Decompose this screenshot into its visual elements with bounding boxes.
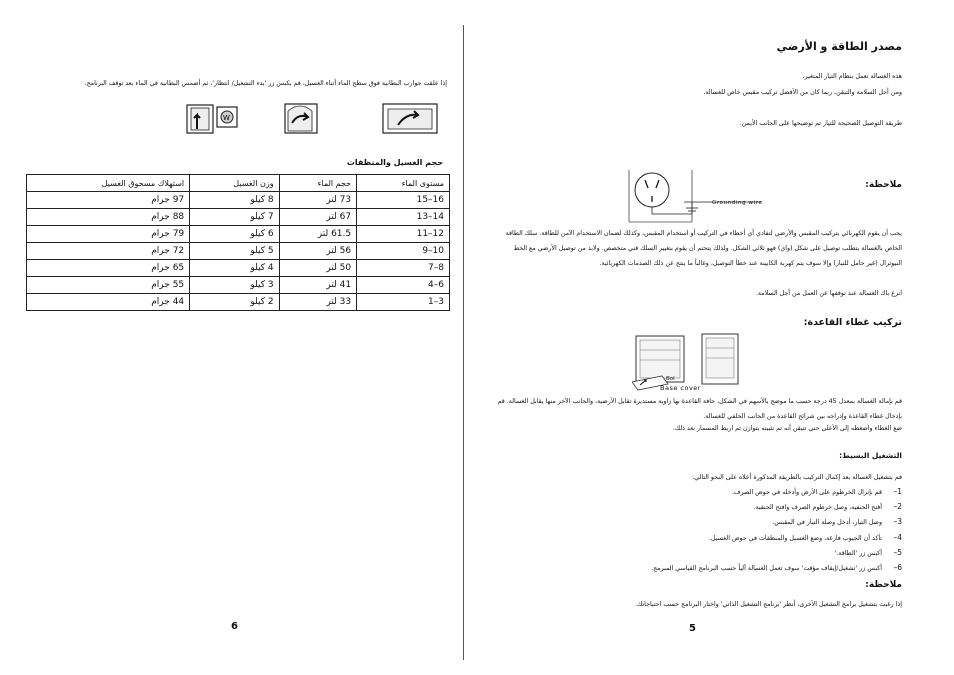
cell-water-level: 12–11 [357, 226, 450, 243]
simple-operation-title: التشغيل البسيط: [839, 451, 902, 460]
header-water-volume: حجم الماء [279, 175, 357, 192]
power-line-1: هذه الغسالة تعمل بنظام التيار المتغير، [802, 73, 902, 80]
step-text: وصل التيار، أدخل وصلة التيار في المقبس. [772, 519, 882, 527]
cell-laundry-weight: 8 كيلو [190, 192, 279, 209]
step-text: أفتح الحنفية، وصل خرطوم الصرف وافتح الحنفية. [753, 504, 882, 512]
cell-detergent: 44 جرام [27, 294, 190, 311]
cell-water-volume: 33 لتر [279, 294, 357, 311]
simple-operation-intro: قم بتشغيل الغسالة بعد إكمال التركيب بالطريقة المذكورة أعلاه على النحو التالي: [692, 474, 902, 481]
cell-laundry-weight: 3 كيلو [190, 277, 279, 294]
table-row [27, 209, 450, 226]
header-laundry-weight: وزن الغسيل [190, 175, 279, 192]
cell-laundry-weight: 5 كيلو [190, 243, 279, 260]
step-number: 2– [893, 502, 902, 512]
blanket-instruction: إذا علقت جوارب البطانية فوق سطح الماء أثناء الغسيل، قم بكبس زر 'بدء التشغيل/ انتظار'، ثم أضمس البطانية في الماء بعد توقف البرنامج. [84, 80, 447, 87]
cell-detergent: 79 جرام [27, 226, 190, 243]
step-text: قم بإنزال الخرطوم على الأرض وأدخله في حوض الصرف. [732, 489, 882, 496]
table-header-row [27, 175, 450, 192]
cell-water-level: 3–1 [357, 294, 450, 311]
blanket-figure-2 [282, 101, 322, 139]
power-line-2: ومن أجل السلامة والتيقن، ربما كان من الأفضل تركيب مقبس خاص للغسالة. [703, 89, 902, 96]
cell-detergent: 97 جرام [27, 192, 190, 209]
base-cover-label: Base cover [660, 384, 701, 392]
cell-detergent: 55 جرام [27, 277, 190, 294]
blanket-figure-1 [183, 101, 239, 139]
svg-text:W: W [223, 114, 230, 122]
cell-water-level: 16–15 [357, 192, 450, 209]
base-cover-paragraph: قم بإمالة الغسالة بمعدل 45 درجة حسب ما موضح بالأسهم في الشكل، حافة القاعدة بها زاوية مستديرة تقابل الأرضية، والجانب الآخر منها يقابل الغسالة. قم بإدخال غطاء القاعدة وإدراجه بين شرائح القاعدة من الجانب الخلفي للغسالة. [497, 398, 902, 420]
table-row [27, 226, 450, 243]
note2-title: ملاحظة: [865, 580, 902, 590]
grounding-diagram [624, 166, 764, 228]
cell-water-level: 14–13 [357, 209, 450, 226]
cell-water-volume: 73 لتر [279, 192, 357, 209]
step-number: 6– [893, 562, 902, 572]
cell-laundry-weight: 7 كيلو [190, 209, 279, 226]
step-number: 5– [893, 547, 902, 557]
blanket-figure-3 [380, 101, 440, 139]
table-row [27, 260, 450, 277]
step-number: 4– [893, 532, 902, 542]
step-text: أكبس زر 'تشغيل/إيقاف مؤقت' سوف تعمل الغسالة آلياً حسب البرنامج القياسي المبرمج. [651, 564, 882, 572]
operation-steps [651, 487, 902, 578]
step-number: 1– [893, 487, 902, 496]
cell-water-volume: 61.5 لتر [279, 226, 357, 243]
cell-water-level: 8–7 [357, 260, 450, 277]
bolt-label: Bol [666, 376, 675, 382]
list-item [651, 487, 902, 502]
left-page [0, 0, 463, 675]
cell-water-volume: 50 لتر [279, 260, 357, 277]
cell-water-volume: 67 لتر [279, 209, 357, 226]
list-item [651, 533, 902, 548]
step-number: 3– [893, 517, 902, 527]
list-item [651, 517, 902, 532]
unplug-line: انزع باك الغسالة عند توقفها عن العمل من أجل السلامة. [755, 290, 902, 297]
cell-water-level: 10–9 [357, 243, 450, 260]
step-text: أكبس زر 'الطاقة.' [834, 549, 882, 557]
table-row [27, 243, 450, 260]
power-title: مصدر الطاقة و الأرضي [776, 40, 902, 53]
cell-water-level: 6–4 [357, 277, 450, 294]
list-item [651, 502, 902, 517]
table-title: حجم الغسيل والمنظفات [346, 158, 443, 167]
cell-water-volume: 41 لتر [279, 277, 357, 294]
list-item [651, 548, 902, 563]
cell-detergent: 72 جرام [27, 243, 190, 260]
base-cover-title: تركيب غطاء القاعدة: [803, 317, 902, 328]
step-text: تأكد أن الجيوب فارغة، وضع الغسيل والمنظفات في حوض الغسيل. [708, 534, 882, 542]
page-number-right: 5 [689, 623, 696, 634]
header-water-level: مستوى الماء [357, 175, 450, 192]
cell-laundry-weight: 2 كيلو [190, 294, 279, 311]
note2-text: إذا رغبت بتشغيل برامج التشغيل الأخرى، أنظر 'برنامج التشغيل الذاتي' واختار البرنامج حسب احتياجاتك. [635, 601, 902, 608]
power-line-3: طريقة التوصيل الصحيحة للتيار تم توضيحها على الجانب الأيمن. [739, 120, 902, 127]
grounding-paragraph: يجب أن يقوم الكهربائي بتركيب المقبس والأرضي لتفادي أي أخطاء في التركيب أو استخدام المقبس، وكذلك لضمان الاستخدام الآمن للطاقة. سلك الطاقة الخاص بالغسالة يتطلب توصيل على شكل (واي) فهو ثلاثي الشكل. ولذلك يتحتم أن يقوم بتغيير السلك فني متخصص. ولابد من توصيل الأرضي مع الخط النيوترال (غير حامل للتيار) وإلا سوف يتم كهربة الكابينة عند خطأ التوصيل، وغالباً ما ينتج عن ذلك الصدمات الكهربائية. [505, 230, 902, 267]
note-title: ملاحظة: [865, 180, 902, 190]
cell-laundry-weight: 4 كيلو [190, 260, 279, 277]
page-number-left: 6 [231, 621, 238, 632]
table-row [27, 294, 450, 311]
cell-detergent: 88 جرام [27, 209, 190, 226]
list-item [651, 563, 902, 578]
cell-laundry-weight: 6 كيلو [190, 226, 279, 243]
table-row [27, 277, 450, 294]
header-detergent-consumption: استهلاك مسحوق الغسيل [27, 175, 190, 192]
base-cover-line-2: ضع الغطاء واضغطه إلى الأعلى حتى تتيقن أنه تم تثبيته بتوازن ثم اربط المسمار بعد ذلك. [672, 425, 902, 432]
grounding-wire-label: Grounding wire [712, 200, 763, 206]
cell-detergent: 65 جرام [27, 260, 190, 277]
table-row [27, 192, 450, 209]
right-page [464, 0, 954, 675]
wash-volume-table [26, 174, 450, 311]
cell-water-volume: 56 لتر [279, 243, 357, 260]
